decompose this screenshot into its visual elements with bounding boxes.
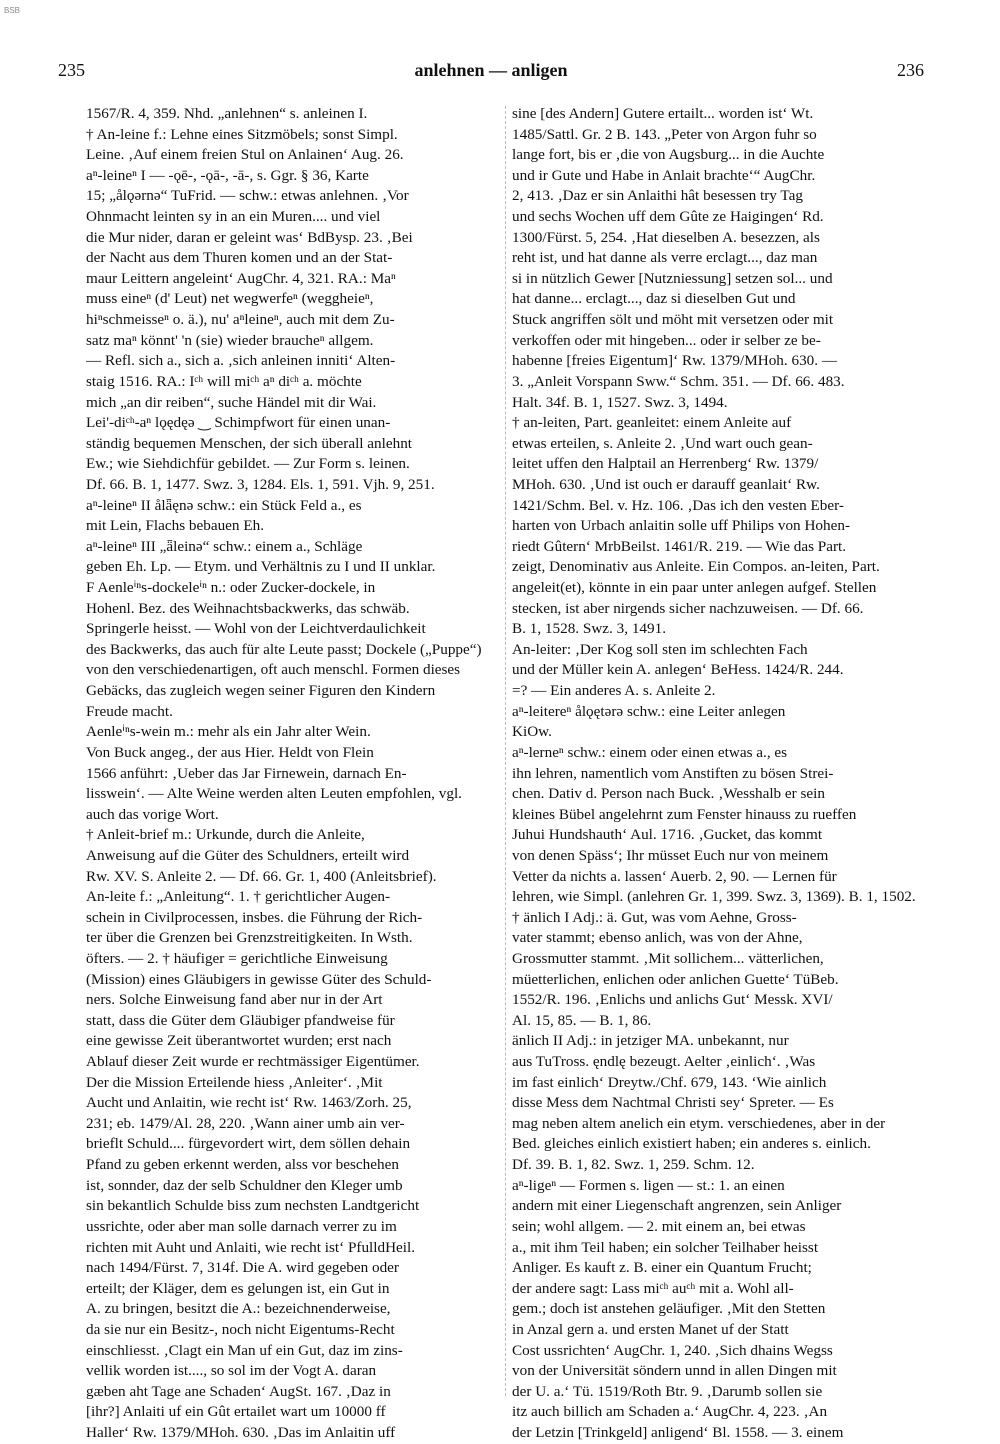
text-line: brieflt Schuld.... fürgevordert wirt, dem söllen dehain <box>86 1135 411 1153</box>
text-line: Grossmutter stammt. ‚Mit sollichem... vätterlichen, <box>512 949 824 967</box>
text-line: Df. 66. B. 1, 1477. Swz. 3, 1284. Els. 1, 591. Vjh. 9, 251. <box>86 475 435 493</box>
text-line: sine [des Andern] Gutere ertailt... worden ist‘ Wt. <box>512 105 814 122</box>
text-line: mag neben altem anelich ein etym. verschiedenes, aber in der <box>512 1114 886 1132</box>
text-line: Juhui Hundshauth‘ Aul. 1716. ‚Gucket, das kommt <box>512 826 823 844</box>
text-line: hiⁿschmeisseⁿ o. ä.), nu' aⁿleineⁿ, auch mit dem Zu- <box>86 311 395 329</box>
text-line: MHoh. 630. ‚Und ist ouch er darauff geanlait‘ Rw. <box>512 475 820 493</box>
text-line: Bed. gleiches einlich existiert haben; ein anderes s. einlich. <box>512 1135 871 1153</box>
text-line: Pfand zu geben erkennt werden, alss vor beschehen <box>86 1156 399 1174</box>
text-line: 1566 anführt: ‚Ueber das Jar Firnewein, darnach En- <box>86 764 407 782</box>
text-line: vater stammt; ebenso anlich, was von der Ahne, <box>512 929 803 947</box>
text-line: 3. „Anleit Vorspann Sww.“ Schm. 351. — Df. 66. 483. <box>512 372 845 390</box>
text-line: A. zu bringen, besitzt die A.: bezeichnenderweise, <box>86 1300 391 1318</box>
text-line: 1567/R. 4, 359. Nhd. „anlehnen“ s. anleinen I. <box>86 105 368 122</box>
text-line: disse Mess dem Nachtmal Christi sey‘ Spreter. — Es <box>512 1094 834 1112</box>
text-line: 1552/R. 196. ‚Enlichs und anlichs Gut‘ Messk. XVI/ <box>512 991 833 1009</box>
text-line: geben Eh. Lp. — Etym. und Verhältnis zu I und II unklar. <box>86 558 436 576</box>
text-line: riedt Gûtern‘ MrbBeilst. 1461/R. 219. — Wie das Part. <box>512 537 847 555</box>
text-line: in Anzal gern a. und ersten Manet uf der Statt <box>512 1320 789 1338</box>
text-line: Anliger. Es kauft z. B. einer ein Quantum Frucht; <box>512 1259 812 1277</box>
text-line: Hohenl. Bez. des Weihnachtsbackwerks, das schwäb. <box>86 599 410 617</box>
text-line: leitet uffen den Halptail an Herrenberg‘ Rw. 1379/ <box>512 455 819 473</box>
text-line: des Backwerks, das auch für alte Leute passt; Dockele („Puppe“) <box>86 640 482 658</box>
text-line: Lei'-diᶜʰ-aⁿ lǫędęǝ ‿ Schimpfwort für einen unan- <box>86 414 391 432</box>
page-header <box>58 60 924 86</box>
text-line: angeleit(et), könnte in ein paar unter anlegen aufgef. Stellen <box>512 579 877 597</box>
text-line: und sechs Wochen uff dem Gûte ze Haigingen‘ Rd. <box>512 208 824 226</box>
text-line: ter über die Grenzen bei Grenzstreitigkeiten. In Wsth. <box>86 929 413 947</box>
text-line: Gebäcks, das zugleich wegen seiner Figuren den Kindern <box>86 682 436 700</box>
text-line: maur Leittern angeleint‘ AugChr. 4, 321. RA.: Maⁿ <box>86 269 396 287</box>
text-line: staig 1516. RA.: Iᶜʰ will miᶜʰ aⁿ diᶜʰ a. möchte <box>86 372 362 390</box>
text-line: † An-leine f.: Lehne eines Sitzmöbels; sonst Simpl. <box>86 125 398 143</box>
text-line: itz auch billich am Schaden a.‘ AugChr. 4, 223. ‚An <box>512 1403 828 1421</box>
text-line: auch das vorige Wort. <box>86 805 219 823</box>
text-line: stecken, ist aber nirgends sicher nachzuweisen. — Df. 66. <box>512 599 864 617</box>
text-line: aⁿ-leineⁿ II ålǟęnǝ schw.: ein Stück Feld a., es <box>86 496 362 514</box>
text-line: aⁿ-leitereⁿ ålǫętǝrǝ schw.: eine Leiter anlegen <box>512 702 786 720</box>
text-line: lange fort, bis er ‚die von Augsburg... in die Auchte <box>512 146 825 164</box>
text-line: eine gewisse Zeit überantwortet wurden; erst nach <box>86 1032 392 1050</box>
text-line: Aenleⁱⁿs-wein m.: mehr als ein Jahr alter Wein. <box>86 723 371 741</box>
text-line: öfters. — 2. † häufiger = gerichtliche Einweisung <box>86 949 388 967</box>
text-line: von der Universität söndern unnd in allen Dingen mit <box>512 1362 837 1380</box>
text-line: der U. a.‘ Tü. 1519/Roth Btr. 9. ‚Darumb sollen sie <box>512 1382 823 1400</box>
text-line: Al. 15, 85. — B. 1, 86. <box>512 1011 652 1029</box>
text-line: und der Müller kein A. anlegen‘ BeHess. 1424/R. 244. <box>512 661 844 679</box>
text-line: mich „an dir reiben“, suche Händel mit dir Wai. <box>86 393 377 411</box>
text-line: lisswein‘. — Alte Weine werden alten Leuten empfohlen, vgl. <box>86 785 462 803</box>
text-line: von den verschiedenartigen, oft auch menschl. Formen dieses <box>86 661 461 679</box>
text-line: [ihr?] Anlaiti uf ein Gût ertailet wart um 10000 ff <box>86 1403 386 1421</box>
text-line: vellik worden ist...., so sol im der Vogt A. daran <box>86 1362 377 1380</box>
text-line: andern mit einer Liegenschaft angrenzen, sein Anliger <box>512 1197 842 1215</box>
text-line: An-leite f.: „Anleitung“. 1. † gerichtlicher Augen- <box>86 888 391 906</box>
text-line: † an-leiten, Part. geanleitet: einem Anleite auf <box>512 414 792 432</box>
text-line: ihn lehren, namentlich vom Anstiften zu bösen Strei- <box>512 764 834 782</box>
text-line: reht ist, und hat danne als verre erclagt..., daz man <box>512 249 818 267</box>
left-column <box>86 104 508 1444</box>
text-line: habenne [freies Eigentum]‘ Rw. 1379/MHoh. 630. — <box>512 352 838 370</box>
text-line: der andere sagt: Lass miᶜʰ auᶜʰ mit a. Wohl all- <box>512 1279 794 1297</box>
text-line: ners. Solche Einweisung fand aber nur in der Art <box>86 991 383 1009</box>
text-line: der Letzin [Trinkgeld] anligend‘ Bl. 1558. — 3. einem <box>512 1424 844 1441</box>
text-line: † änlich I Adj.: ä. Gut, was vom Aehne, Gross- <box>512 908 797 926</box>
text-line: kleines Bübel angelehrnt zum Fenster hinauss zu rueffen <box>512 805 857 823</box>
text-line: =? — Ein anderes A. s. Anleite 2. <box>512 682 716 700</box>
text-line: Haller‘ Rw. 1379/MHoh. 630. ‚Das im Anlaitin uff <box>86 1424 396 1441</box>
text-line: 1300/Fürst. 5, 254. ‚Hat dieselben A. besezzen, als <box>512 228 820 246</box>
text-line: satz maⁿ könnt' 'n (sie) wieder braucheⁿ allgem. <box>86 331 374 349</box>
library-stamp: BSB <box>4 6 21 15</box>
text-line: von denen Späss‘; Ihr müsset Euch nur von meinem <box>512 846 829 864</box>
text-line: mit Lein, Flachs bebauen Eh. <box>86 517 264 535</box>
text-line: der Nacht aus dem Thuren komen und an der Stat- <box>86 249 393 267</box>
text-line: An-leiter: ‚Der Kog soll sten im schlechten Fach <box>512 640 808 658</box>
text-line: Stuck angriffen sölt und möht mit versetzen oder mit <box>512 311 834 329</box>
text-line: aⁿ-ligeⁿ — Formen s. ligen — st.: 1. an einen <box>512 1176 785 1194</box>
text-line: sin bekantlich Schulde biss zum nechsten Landtgericht <box>86 1197 420 1215</box>
right-column <box>512 104 934 1444</box>
text-line: KiOw. <box>512 723 552 741</box>
text-line: 15; „ålǫǝrnǝ“ TuFrid. — schw.: etwas anlehnen. ‚Vor <box>86 187 409 205</box>
text-line: gem.; doch ist anstehen geläufiger. ‚Mit den Stetten <box>512 1300 826 1318</box>
text-line: Cost ussrichten‘ AugChr. 1, 240. ‚Sich dhains Wegss <box>512 1341 833 1359</box>
text-line: hat danne... erclagt..., daz si dieselben Gut und <box>512 290 796 308</box>
text-line: Ohnmacht leinten sy in an ein Muren.... und viel <box>86 208 381 226</box>
text-line: 1421/Schm. Bel. v. Hz. 106. ‚Das ich den vesten Eber- <box>512 496 844 514</box>
text-line: Leine. ‚Auf einem freien Stul on Anlainen‘ Aug. 26. <box>86 146 404 164</box>
text-line: harten von Urbach anlaitin solle uff Philips von Hohen- <box>512 517 850 535</box>
text-line: ständig bequemen Menschen, der sich überall anlehnt <box>86 434 413 452</box>
text-line: im fast einlich‘ Dreytw./Chf. 679, 143. ‘Wie ainlich <box>512 1073 827 1091</box>
text-line: (Mission) eines Gläubigers in gewisse Güter des Schuld- <box>86 970 432 988</box>
text-line: Df. 39. B. 1, 82. Swz. 1, 259. Schm. 12. <box>512 1156 755 1174</box>
text-line: einschliesst. ‚Clagt ein Man uf ein Gut, daz im zins- <box>86 1341 403 1359</box>
text-line: B. 1, 1528. Swz. 3, 1491. <box>512 620 666 638</box>
text-line: Springerle heisst. — Wohl von der Leichtverdaulichkeit <box>86 620 426 638</box>
text-line: Ablauf dieser Zeit wurde er rechtmässiger Eigentümer. <box>86 1053 420 1071</box>
text-line: — Refl. sich a., sich a. ‚sich anleinen inniti‘ Alten- <box>86 352 396 370</box>
text-line: aⁿ-leineⁿ III „ǟleinǝ“ schw.: einem a., Schläge <box>86 537 363 555</box>
text-line: † Anleit-brief m.: Urkunde, durch die Anleite, <box>86 826 365 844</box>
text-line: si in nützlich Gewer [Nutzniessung] setzen sol... und <box>512 269 833 287</box>
text-line: zeigt, Denominativ aus Anleite. Ein Compos. an-leiten, Part. <box>512 558 880 576</box>
text-line: 231; eb. 1479/Al. 28, 220. ‚Wann ainer umb ain ver- <box>86 1114 405 1132</box>
text-line: änlich II Adj.: in jetziger MA. unbekannt, nur <box>512 1032 789 1050</box>
text-line: Der die Mission Erteilende hiess ‚Anleiter‘. ‚Mit <box>86 1073 383 1091</box>
text-line: Anweisung auf die Güter des Schuldners, erteilt wird <box>86 846 410 864</box>
text-line: ist, sonnder, daz der selb Schuldner den Kleger umb <box>86 1176 403 1194</box>
text-line: ussrichte, oder aber man solle darnach verrer zu im <box>86 1217 397 1235</box>
text-line: gæben aht Tage ane Schaden‘ AugSt. 167. ‚Daz in <box>86 1382 391 1400</box>
text-line: die Mur nider, daran er geleint was‘ BdBysp. 23. ‚Bei <box>86 228 413 246</box>
running-title: anlehnen — anligen <box>414 60 568 80</box>
text-line: Aucht und Anlaitin, wie recht ist‘ Rw. 1463/Zorh. 25, <box>86 1094 412 1112</box>
text-line: da sie nur ein Besitz-, noch nicht Eigentums-Recht <box>86 1320 395 1338</box>
text-line: statt, dass die Güter dem Gläubiger pfandweise für <box>86 1011 395 1029</box>
text-line: nach 1494/Fürst. 7, 314f. Die A. wird gegeben oder <box>86 1259 399 1277</box>
text-line: Halt. 34f. B. 1, 1527. Swz. 3, 1494. <box>512 393 728 411</box>
text-line: erteilt; der Kläger, dem es gelungen ist, ein Gut in <box>86 1279 390 1297</box>
text-line: aⁿ-leineⁿ I — -ǫē-, -ǫā-, -ā-, s. Ggr. § 36, Karte <box>86 166 369 184</box>
text-line: Von Buck angeg., der aus Hier. Heldt von Flein <box>86 743 374 761</box>
page-number-left: 235 <box>58 60 85 80</box>
column-divider <box>505 106 506 1396</box>
text-line: Ew.; wie Siehdichfür gebildet. — Zur Form s. leinen. <box>86 455 410 473</box>
text-line: aⁿ-lerneⁿ schw.: einem oder einen etwas a., es <box>512 743 788 761</box>
text-line: Freude macht. <box>86 702 173 720</box>
text-line: sein; wohl allgem. — 2. mit einem an, bei etwas <box>512 1217 806 1235</box>
text-line: und ir Gute und Habe in Anlait brachte‘“ AugChr. <box>512 166 816 184</box>
text-line: a., mit ihm Teil haben; ein solcher Teilhaber heisst <box>512 1238 819 1256</box>
text-line: Vetter da nichts a. lassen‘ Auerb. 2, 90. — Lernen für <box>512 867 837 885</box>
text-line: lehren, wie Simpl. (anlehren Gr. 1, 399. Swz. 3, 1369). B. 1, 1502. <box>512 888 916 906</box>
text-line: aus TuTross. ęndlę bezeugt. Aelter ‚einlich‘. ‚Was <box>512 1053 816 1071</box>
text-line: F Aenleⁱⁿs-dockeleⁱⁿ n.: oder Zucker-dockele, in <box>86 579 376 597</box>
text-line: schein in Civilprocessen, insbes. die Führung der Rich- <box>86 908 423 926</box>
text-line: Rw. XV. S. Anleite 2. — Df. 66. Gr. 1, 400 (Anleitsbrief). <box>86 867 437 885</box>
text-line: 1485/Sattl. Gr. 2 B. 143. „Peter von Argon fuhr so <box>512 125 817 143</box>
page-number-right: 236 <box>897 60 924 80</box>
text-line: verkoffen oder mit hingeben... oder ir selber ze be- <box>512 331 821 349</box>
text-line: richten mit Auht und Anlaiti, wie recht ist‘ PfulldHeil. <box>86 1238 416 1256</box>
text-line: 2, 413. ‚Daz er sin Anlaithi hât besessen try Tag <box>512 187 803 205</box>
text-line: etwas erteilen, s. Anleite 2. ‚Und wart ouch gean- <box>512 434 813 452</box>
text-line: müetterlichen, enlichen oder anlichen Guette‘ TüBeb. <box>512 970 839 988</box>
text-line: muss eineⁿ (d' Leut) net wegwerfeⁿ (weggheieⁿ, <box>86 290 374 308</box>
text-line: chen. Dativ d. Person nach Buck. ‚Wesshalb er sein <box>512 785 825 803</box>
